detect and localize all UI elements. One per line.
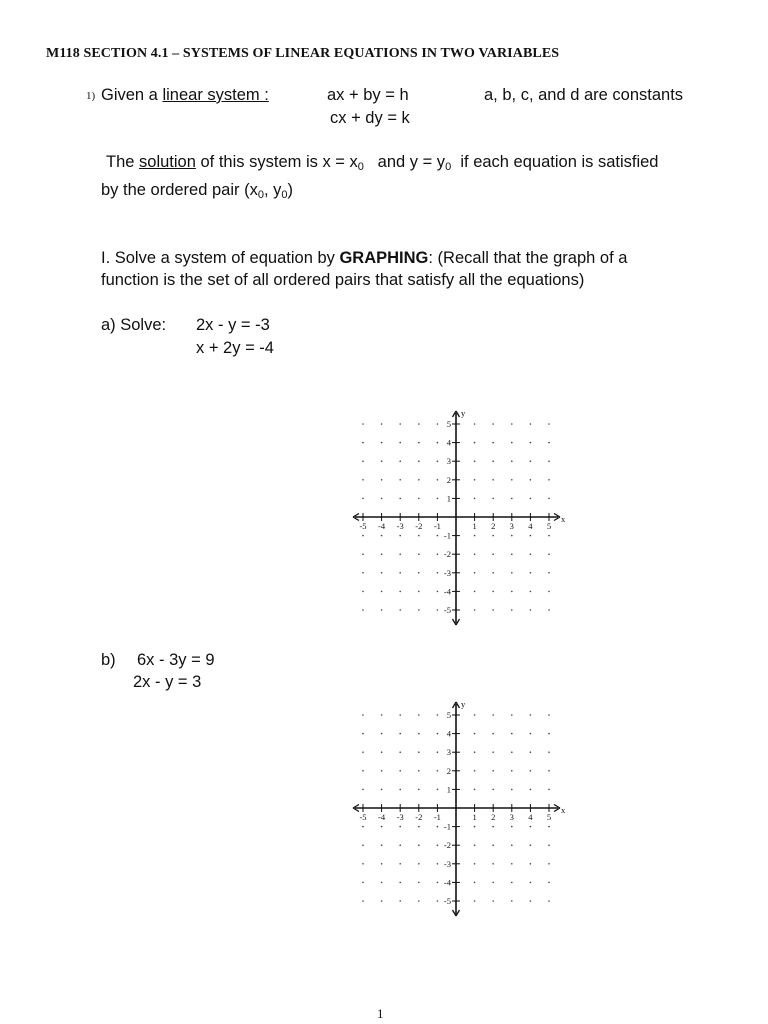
grid-dot <box>399 423 401 425</box>
grid-dot <box>530 863 532 865</box>
subscript-zero: 0 <box>445 161 452 173</box>
given-text <box>101 86 269 105</box>
grid-dot <box>399 863 401 865</box>
grid-dot <box>437 863 439 865</box>
grid-dot <box>548 553 550 555</box>
grid-dot <box>492 609 494 611</box>
coordinate-grid-a <box>340 400 574 630</box>
grid-dot <box>437 535 439 537</box>
y-axis-label: y <box>461 408 466 418</box>
grid-dot <box>548 770 550 772</box>
grid-dot <box>548 714 550 716</box>
section-line2: function is the set of all ordered pairs that satisfy all the equations) <box>101 271 585 289</box>
general-eq-2: cx + dy = k <box>330 109 410 127</box>
grid-dot <box>362 733 364 735</box>
grid-dot <box>381 553 383 555</box>
grid-dot <box>548 591 550 593</box>
grid-dot <box>381 844 383 846</box>
x-tick-label: -3 <box>396 812 404 822</box>
x-tick-label: -5 <box>359 521 367 531</box>
y-tick-label: -2 <box>443 549 451 560</box>
grid-dot <box>492 882 494 884</box>
grid-dot <box>362 479 364 481</box>
grid-dot <box>362 591 364 593</box>
grid-dot <box>399 591 401 593</box>
x-tick-label: 3 <box>509 521 514 531</box>
grid-dot <box>530 460 532 462</box>
grid-dot <box>418 460 420 462</box>
grid-dot <box>511 900 513 902</box>
grid-dot <box>381 535 383 537</box>
grid-dot <box>511 572 513 574</box>
grid-dot <box>530 770 532 772</box>
grid-dot <box>548 844 550 846</box>
y-tick-label: 5 <box>446 419 451 429</box>
grid-dot <box>362 882 364 884</box>
grid-dot <box>548 863 550 865</box>
grid-dot <box>548 900 550 902</box>
grid-dot <box>399 442 401 444</box>
grid-dot <box>418 770 420 772</box>
grid-dot <box>511 553 513 555</box>
grid-dot <box>530 423 532 425</box>
grid-dot <box>399 460 401 462</box>
grid-dot <box>399 770 401 772</box>
grid-dot <box>474 423 476 425</box>
grid-dot <box>492 479 494 481</box>
grid-dot <box>530 733 532 735</box>
grid-dot <box>418 751 420 753</box>
grid-dot <box>399 609 401 611</box>
grid-dot <box>381 572 383 574</box>
grid-dot <box>548 882 550 884</box>
grid-dot <box>381 442 383 444</box>
grid-dot <box>474 553 476 555</box>
grid-dot <box>548 460 550 462</box>
grid-dot <box>530 751 532 753</box>
coordinate-grid-b <box>340 691 574 921</box>
grid-dot <box>530 553 532 555</box>
x-axis-label: x <box>561 514 566 524</box>
part-a-eq1: 2x - y = -3 <box>196 316 270 334</box>
x-tick-label: -3 <box>396 521 404 531</box>
y-tick-label: 4 <box>446 728 451 739</box>
part-b-label: b) <box>101 651 116 669</box>
grid-dot <box>492 751 494 753</box>
grid-dot <box>399 479 401 481</box>
grid-dot <box>474 572 476 574</box>
comma-y: , y <box>263 181 282 199</box>
item-number: 1) <box>86 90 96 102</box>
grid-dot <box>437 751 439 753</box>
y-tick-label: -1 <box>443 821 451 832</box>
grid-dot <box>399 900 401 902</box>
section-heading <box>101 249 627 268</box>
grid-dot <box>418 900 420 902</box>
grid-dot <box>474 900 476 902</box>
grid-dot <box>362 553 364 555</box>
x-tick-label: 5 <box>546 521 552 531</box>
subscript-zero: 0 <box>257 189 264 201</box>
grid-dot <box>381 882 383 884</box>
grid-dot <box>381 423 383 425</box>
grid-dot <box>548 572 550 574</box>
grid-dot <box>511 423 513 425</box>
grid-dot <box>511 844 513 846</box>
y-axis-label: y <box>461 699 466 709</box>
grid-dot <box>418 733 420 735</box>
grid-dot <box>381 826 383 828</box>
x-tick-label: 3 <box>509 812 514 822</box>
linear-system-term: linear system : <box>162 86 269 104</box>
grid-dot <box>437 770 439 772</box>
grid-dot <box>437 844 439 846</box>
grid-dot <box>474 844 476 846</box>
grid-dot <box>474 826 476 828</box>
y-tick-label: -5 <box>443 605 451 615</box>
grid-dot <box>381 498 383 500</box>
grid-dot <box>381 460 383 462</box>
x-tick-label: -1 <box>433 812 441 822</box>
x-axis-label: x <box>561 805 566 815</box>
grid-dot <box>437 882 439 884</box>
grid-dot <box>511 826 513 828</box>
grid-dot <box>492 460 494 462</box>
grid-dot <box>492 900 494 902</box>
grid-dot <box>492 863 494 865</box>
grid-dot <box>474 751 476 753</box>
section-rest: : (Recall that the graph of a <box>428 249 628 267</box>
grid-dot <box>418 863 420 865</box>
grid-dot <box>511 733 513 735</box>
grid-dot <box>418 572 420 574</box>
grid-dot <box>437 479 439 481</box>
grid-dot <box>399 535 401 537</box>
grid-dot <box>399 572 401 574</box>
grid-dot <box>399 733 401 735</box>
y-tick-label: 1 <box>446 784 451 795</box>
grid-dot <box>362 460 364 462</box>
grid-dot <box>362 535 364 537</box>
grid-dot <box>418 609 420 611</box>
grid-dot <box>381 770 383 772</box>
grid-dot <box>418 789 420 791</box>
constants-note: a, b, c, and d are constants <box>484 86 684 104</box>
grid-dot <box>548 498 550 500</box>
grid-dot <box>362 900 364 902</box>
grid-dot <box>437 714 439 716</box>
x-tick-label: -4 <box>378 812 386 822</box>
grid-dot <box>530 714 532 716</box>
y-tick-label: 4 <box>446 437 451 448</box>
grid-dot <box>474 714 476 716</box>
grid-dot <box>362 844 364 846</box>
grid-dot <box>511 479 513 481</box>
part-b-eq2: 2x - y = 3 <box>133 673 202 691</box>
solution-term: solution <box>139 153 196 171</box>
grid-dot <box>492 733 494 735</box>
page-title: M118 SECTION 4.1 – SYSTEMS OF LINEAR EQUATIONS IN TWO VARIABLES <box>46 46 560 61</box>
grid-dot <box>548 423 550 425</box>
y-tick-label: -3 <box>443 567 451 578</box>
grid-dot <box>530 844 532 846</box>
grid-dot <box>362 751 364 753</box>
grid-dot <box>511 770 513 772</box>
grid-dot <box>362 572 364 574</box>
x-tick-label: -2 <box>415 812 423 822</box>
grid-dot <box>511 460 513 462</box>
grid-dot <box>548 479 550 481</box>
grid-dot <box>511 714 513 716</box>
grid-dot <box>418 553 420 555</box>
grid-dot <box>474 733 476 735</box>
grid-dot <box>399 789 401 791</box>
grid-dot <box>530 826 532 828</box>
y-tick-label: -5 <box>443 896 451 906</box>
grid-dot <box>437 789 439 791</box>
grid-dot <box>492 591 494 593</box>
y-equals-text: and y = y <box>377 153 446 171</box>
grid-dot <box>399 498 401 500</box>
solution-definition-line1 <box>106 153 658 172</box>
grid-dot <box>418 714 420 716</box>
given-label: Given a <box>101 86 158 104</box>
grid-dot <box>418 882 420 884</box>
grid-dot <box>548 442 550 444</box>
grid-dot <box>530 479 532 481</box>
grid-dot <box>362 770 364 772</box>
close-paren: ) <box>287 181 294 199</box>
y-tick-label: -3 <box>443 858 451 869</box>
grid-dot <box>511 609 513 611</box>
grid-dot <box>492 826 494 828</box>
grid-dot <box>474 609 476 611</box>
grid-dot <box>418 479 420 481</box>
grid-dot <box>399 826 401 828</box>
grid-dot <box>530 591 532 593</box>
grid-dot <box>362 498 364 500</box>
grid-dot <box>399 553 401 555</box>
grid-dot <box>437 498 439 500</box>
grid-dot <box>492 553 494 555</box>
grid-dot <box>474 789 476 791</box>
section-prefix: I. Solve a system of equation by <box>101 249 340 267</box>
grid-dot <box>530 498 532 500</box>
y-tick-label: 2 <box>446 474 451 485</box>
x-tick-label: 4 <box>528 812 533 822</box>
grid-dot <box>474 442 476 444</box>
grid-dot <box>511 442 513 444</box>
grid-dot <box>511 591 513 593</box>
grid-dot <box>418 844 420 846</box>
grid-dot <box>511 751 513 753</box>
y-tick-label: 2 <box>446 765 451 776</box>
solution-definition-line2 <box>101 181 293 200</box>
grid-dot <box>492 423 494 425</box>
grid-dot <box>511 498 513 500</box>
grid-dot <box>437 826 439 828</box>
subscript-zero: 0 <box>357 161 364 173</box>
page-number: 1 <box>377 1006 384 1021</box>
grid-dot <box>437 609 439 611</box>
grid-dot <box>362 826 364 828</box>
grid-dot <box>548 751 550 753</box>
grid-dot <box>474 882 476 884</box>
grid-dot <box>399 714 401 716</box>
grid-dot <box>362 863 364 865</box>
grid-dot <box>399 751 401 753</box>
grid-dot <box>437 733 439 735</box>
y-tick-label: -1 <box>443 530 451 541</box>
subscript-zero: 0 <box>281 189 288 201</box>
grid-dot <box>418 498 420 500</box>
grid-dot <box>362 609 364 611</box>
grid-dot <box>492 844 494 846</box>
the-word: The <box>106 153 135 171</box>
ordered-pair-text: by the ordered pair (x <box>101 181 258 199</box>
grid-dot <box>530 789 532 791</box>
grid-dot <box>418 423 420 425</box>
grid-dot <box>511 535 513 537</box>
grid-dot <box>511 863 513 865</box>
grid-dot <box>474 770 476 772</box>
grid-dot <box>530 442 532 444</box>
grid-dot <box>418 826 420 828</box>
grid-dot <box>474 535 476 537</box>
grid-dot <box>437 553 439 555</box>
y-tick-label: 5 <box>446 710 451 720</box>
grid-dot <box>548 826 550 828</box>
grid-dot <box>548 609 550 611</box>
x-tick-label: 2 <box>491 812 496 822</box>
grid-dot <box>548 535 550 537</box>
x-equals-text: of this system is x = x <box>200 153 358 171</box>
grid-dot <box>474 863 476 865</box>
grid-dot <box>362 442 364 444</box>
grid-dot <box>381 789 383 791</box>
grid-dot <box>530 900 532 902</box>
grid-dot <box>399 882 401 884</box>
y-tick-label: 3 <box>446 456 451 467</box>
grid-dot <box>474 479 476 481</box>
grid-dot <box>492 714 494 716</box>
grid-dot <box>437 442 439 444</box>
x-tick-label: -2 <box>415 521 423 531</box>
y-tick-label: 1 <box>446 493 451 504</box>
grid-dot <box>399 844 401 846</box>
grid-dot <box>548 733 550 735</box>
x-tick-label: 2 <box>491 521 496 531</box>
grid-dot <box>530 609 532 611</box>
part-a-label: a) Solve: <box>101 316 167 334</box>
part-a-eq2: x + 2y = -4 <box>196 339 274 357</box>
grid-dot <box>474 498 476 500</box>
grid-dot <box>381 863 383 865</box>
grid-dot <box>511 789 513 791</box>
grid-dot <box>362 423 364 425</box>
grid-dot <box>437 900 439 902</box>
grid-dot <box>530 882 532 884</box>
grid-dot <box>474 591 476 593</box>
grid-dot <box>381 733 383 735</box>
x-tick-label: 1 <box>472 521 477 531</box>
satisfied-text: if each equation is satisfied <box>460 153 659 171</box>
grid-dot <box>437 423 439 425</box>
grid-dot <box>437 460 439 462</box>
x-tick-label: -5 <box>359 812 367 822</box>
y-tick-label: -2 <box>443 840 451 851</box>
grid-dot <box>381 609 383 611</box>
grid-dot <box>381 714 383 716</box>
grid-dot <box>381 479 383 481</box>
x-tick-label: 1 <box>472 812 477 822</box>
grid-dot <box>548 789 550 791</box>
grid-dot <box>381 591 383 593</box>
grid-dot <box>362 789 364 791</box>
general-eq-1: ax + by = h <box>327 86 409 104</box>
grid-dot <box>530 572 532 574</box>
grid-dot <box>474 460 476 462</box>
y-tick-label: -4 <box>443 586 451 597</box>
y-tick-label: -4 <box>443 877 451 888</box>
grid-dot <box>437 572 439 574</box>
grid-dot <box>492 770 494 772</box>
grid-dot <box>381 900 383 902</box>
grid-dot <box>492 789 494 791</box>
x-tick-label: 5 <box>546 812 552 822</box>
graphing-term: GRAPHING <box>339 249 429 267</box>
grid-dot <box>492 535 494 537</box>
x-tick-label: -4 <box>378 521 386 531</box>
x-tick-label: -1 <box>433 521 441 531</box>
x-tick-label: 4 <box>528 521 533 531</box>
grid-dot <box>418 535 420 537</box>
grid-dot <box>492 442 494 444</box>
part-b-eq1: 6x - 3y = 9 <box>137 651 215 669</box>
grid-dot <box>381 751 383 753</box>
grid-dot <box>492 498 494 500</box>
grid-dot <box>530 535 532 537</box>
grid-dot <box>511 882 513 884</box>
grid-dot <box>362 714 364 716</box>
y-tick-label: 3 <box>446 747 451 758</box>
grid-dot <box>418 442 420 444</box>
grid-dot <box>437 591 439 593</box>
grid-dot <box>418 591 420 593</box>
grid-dot <box>492 572 494 574</box>
